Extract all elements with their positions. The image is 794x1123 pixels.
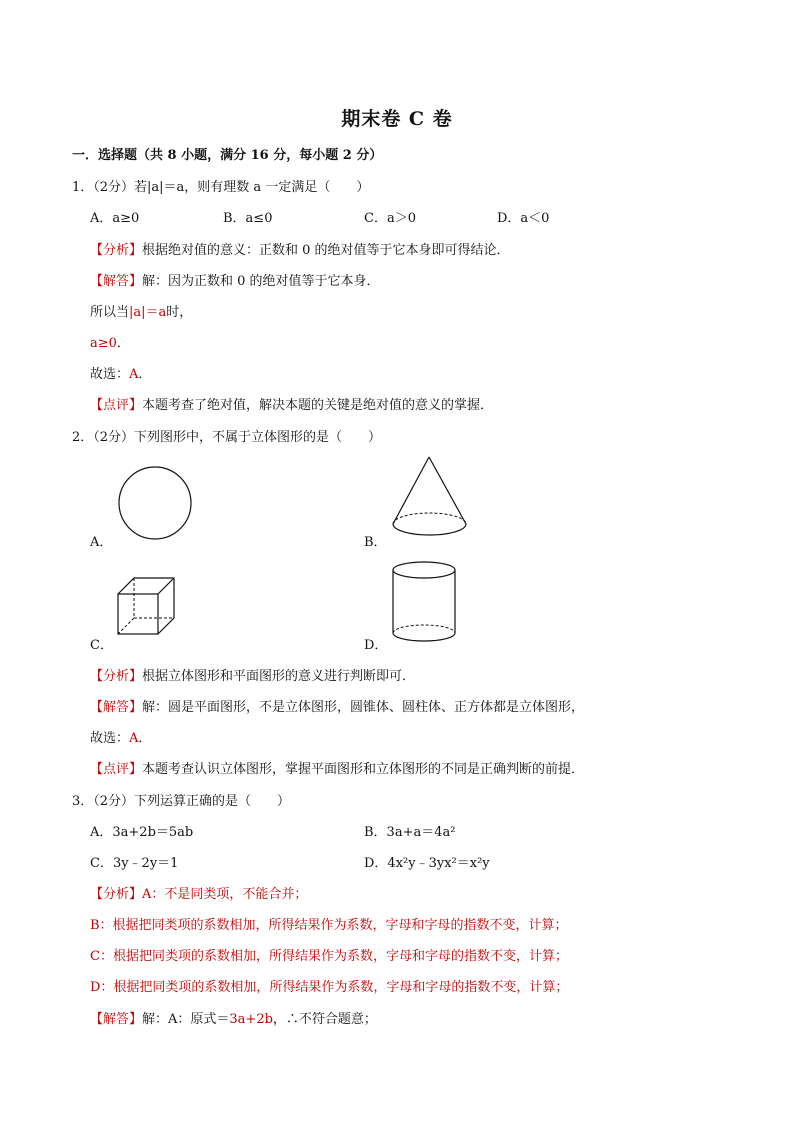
q2-comment-text: 本题考查认识立体图形，掌握平面图形和立体图形的不同是正确判断的前提． — [142, 762, 585, 777]
q3-analysis: 【分析】A：不是同类项，不能合并； — [90, 887, 308, 902]
q2-label-a: A． — [90, 535, 113, 550]
q2-choice-letter: A — [129, 731, 139, 746]
q3-option-b: B．3a+a＝4a² — [364, 825, 456, 840]
q1-option-c: C．a＞0 — [364, 211, 416, 226]
circle-icon — [116, 466, 196, 544]
q1-option-b: B．a≤0 — [223, 211, 273, 226]
q1-analysis-text: 根据绝对值的意义：正数和 0 的绝对值等于它本身即可得结论． — [142, 243, 510, 258]
page-title: 期末卷 C 卷 — [341, 108, 453, 130]
q1-choice: 故选：A． — [90, 367, 152, 382]
comment-tag: 【点评】 — [90, 398, 143, 413]
q3-answer-expr: 3a+2b — [229, 1012, 273, 1027]
q1-answer-line1: 解：因为正数和 0 的绝对值等于它本身． — [142, 274, 380, 289]
q1-comment — [90, 394, 493, 413]
q2-answer-text: 解：圆是平面图形，不是立体图形，圆锥体、圆柱体、正方体都是立体图形， — [142, 700, 585, 715]
analysis-tag: 【分析】 — [90, 243, 143, 258]
q1-answer-line2: 所以当|a|＝a时， — [90, 305, 193, 320]
q2-comment: 【点评】本题考查认识立体图形，掌握平面图形和立体图形的不同是正确判断的前提． — [90, 762, 585, 777]
q1-result: a≥0 — [90, 336, 117, 351]
q1-option-d: D．a＜0 — [497, 211, 550, 226]
q2-label-b: B． — [364, 535, 387, 550]
q1-answer-line3: a≥0． — [90, 336, 130, 351]
question-2-stem: 2．（2分）下列图形中，不属于立体图形的是（ ） — [72, 430, 382, 445]
cube-icon — [116, 576, 178, 640]
q2-label-d: D． — [364, 638, 388, 653]
section-heading: 一．选择题（共 8 小题，满分 16 分，每小题 2 分） — [72, 148, 383, 163]
q2-analysis: 【分析】根据立体图形和平面图形的意义进行判断即可． — [90, 669, 416, 684]
q1-condition: |a|＝a — [129, 305, 167, 320]
q2-label-c: C． — [90, 638, 113, 653]
q3-option-a: A．3a+2b＝5ab — [90, 825, 194, 840]
q3-analysis-c: C：根据把同类项的系数相加，所得结果作为系数，字母和字母的指数不变，计算； — [90, 949, 568, 964]
q1-answer — [90, 270, 380, 289]
q2-choice: 故选：A． — [90, 731, 152, 746]
question-3-stem: 3．（2分）下列运算正确的是（ ） — [72, 794, 291, 809]
q3-option-c: C．3y﹣2y＝1 — [90, 856, 179, 871]
q1-option-a: A．a≥0 — [90, 211, 140, 226]
q3-option-d: D．4x²y﹣3yx²＝x²y — [364, 856, 490, 871]
q3-analysis-a: A：不是同类项，不能合并； — [142, 887, 308, 902]
q3-analysis-d: D：根据把同类项的系数相加，所得结果作为系数，字母和字母的指数不变，计算； — [90, 980, 569, 995]
q2-answer: 【解答】解：圆是平面图形，不是立体图形，圆锥体、圆柱体、正方体都是立体图形， — [90, 700, 585, 715]
q3-analysis-b: B：根据把同类项的系数相加，所得结果作为系数，字母和字母的指数不变，计算； — [90, 918, 568, 933]
q1-comment-text: 本题考查了绝对值，解决本题的关键是绝对值的意义的掌握． — [142, 398, 494, 413]
q1-choice-letter: A — [129, 367, 139, 382]
q1-analysis — [90, 239, 510, 258]
answer-tag: 【解答】 — [90, 274, 143, 289]
question-1-stem: 1．（2分）若|a|＝a，则有理数 a 一定满足（ ） — [72, 180, 370, 195]
cone-icon — [390, 454, 480, 540]
q2-analysis-text: 根据立体图形和平面图形的意义进行判断即可． — [142, 669, 416, 684]
cylinder-icon — [390, 560, 460, 646]
q3-answer: 【解答】解：A：原式＝3a+2b，∴不符合题意； — [90, 1012, 377, 1027]
